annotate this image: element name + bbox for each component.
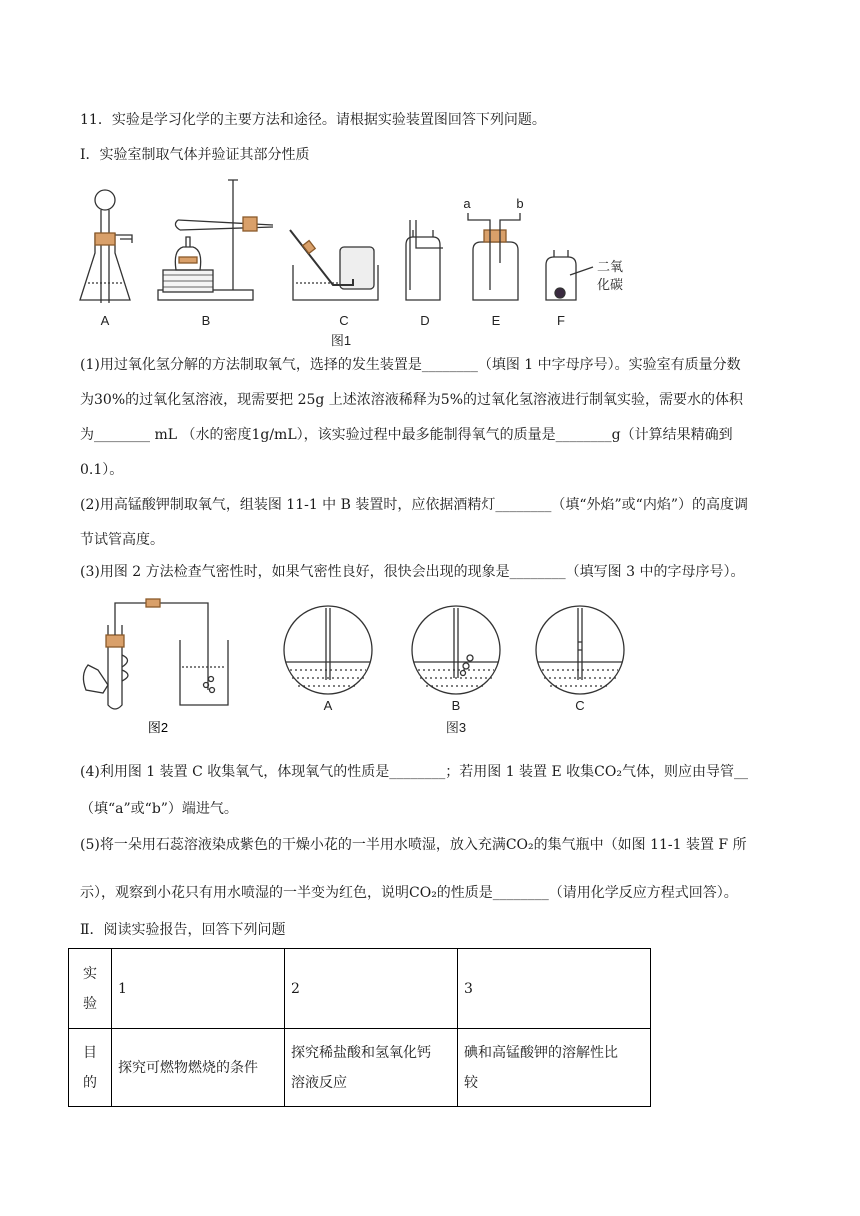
- q1-line-1: (1)用过氧化氢分解的方法制取氧气，选择的发生装置是________（填图 1 中字母序号）。实验室有质量分数: [80, 357, 741, 373]
- apparatus-c-trough: [290, 230, 378, 300]
- q1-line-4: 0.1）。: [80, 462, 124, 478]
- q4-line-1: (4)利用图 1 装置 C 收集氧气，体现氧气的性质是________；若用图 1 装置 E 收集CO₂气体，则应由导管__: [80, 764, 748, 780]
- cell-purpose-2: 探究稀盐酸和氢氧化钙 溶液反应: [285, 1029, 458, 1107]
- row-header-experiment: 实 验: [69, 949, 112, 1029]
- section-heading-1: I．实验室制取气体并验证其部分性质: [80, 147, 310, 163]
- fig1-label-f: F: [557, 313, 565, 328]
- fig3-label-b: B: [451, 698, 461, 713]
- q1-line-3: 为________ mL （水的密度1g/mL），该实验过程中最多能制得氧气的质量是________g（计算结果精确到: [80, 427, 733, 443]
- fig1-caption: 图1: [330, 333, 352, 348]
- row-header-purpose: 目 的: [69, 1029, 112, 1107]
- q1-line-2: 为30%的过氧化氢溶液，现需要把 25g 上述浓溶液稀释为5%的过氧化氢溶液进行制氧实验，需要水的体积: [80, 392, 744, 408]
- fig1-port-a: a: [463, 196, 471, 211]
- fig3-label-c: C: [575, 698, 585, 713]
- q2-line-2: 节试管高度。: [80, 532, 164, 548]
- fig1-label-d: D: [420, 313, 430, 328]
- apparatus-e-bottle: [468, 213, 520, 300]
- fig1-label-a: A: [100, 313, 110, 328]
- cell-exp-1: 1: [112, 949, 285, 1029]
- figure-3: [280, 600, 660, 740]
- cell-exp-2: 2: [285, 949, 458, 1029]
- cell-purpose-1: 探究可燃物燃烧的条件: [112, 1029, 285, 1107]
- fig1-label-e: E: [491, 313, 501, 328]
- fig1-co2-label-2: 化碳: [596, 277, 624, 292]
- q2-line-1: (2)用高锰酸钾制取氧气，组装图 11-1 中 B 装置时，应依据酒精灯________（填“外焰”或“内焰”）的高度调: [80, 497, 748, 513]
- q3-line-1: (3)用图 2 方法检查气密性时，如果气密性良好，很快会出现的现象是________（填写图 3 中的字母序号）。: [80, 564, 745, 580]
- fig3-caption: 图3: [445, 720, 467, 735]
- q5-line-2: 示），观察到小花只有用水喷湿的一半变为红色，说明CO₂的性质是________（请用化学反应方程式回答）。: [80, 885, 738, 901]
- fig1-port-b: b: [516, 196, 524, 211]
- cell-purpose-3: 碘和高锰酸钾的溶解性比 较: [458, 1029, 651, 1107]
- apparatus-f-bottle: [546, 250, 593, 300]
- fig1-co2-label-1: 二氧: [596, 259, 624, 274]
- fig1-label-c: C: [339, 313, 349, 328]
- apparatus-d-jar: [406, 220, 443, 300]
- question-title: 11．实验是学习化学的主要方法和途径。请根据实验装置图回答下列问题。: [80, 112, 546, 128]
- apparatus-a-flask: [80, 190, 132, 303]
- q4-line-2: （填“a”或“b”）端进气。: [80, 801, 238, 817]
- cell-exp-3: 3: [458, 949, 651, 1029]
- experiment-table: [68, 948, 651, 1107]
- q5-line-1: (5)将一朵用石蕊溶液染成紫色的干燥小花的一半用水喷湿，放入充满CO₂的集气瓶中（如图 11-1 装置 F 所: [80, 837, 747, 853]
- figure-1: [68, 175, 668, 350]
- section-heading-2: Ⅱ．阅读实验报告，回答下列问题: [80, 922, 286, 938]
- fig2-caption: 图2: [147, 720, 169, 735]
- apparatus-b-heating: [158, 180, 273, 300]
- fig1-label-b: B: [201, 313, 211, 328]
- table-row: [69, 1029, 651, 1107]
- fig3-label-a: A: [323, 698, 333, 713]
- table-row: [69, 949, 651, 1029]
- figure-2: [78, 595, 238, 740]
